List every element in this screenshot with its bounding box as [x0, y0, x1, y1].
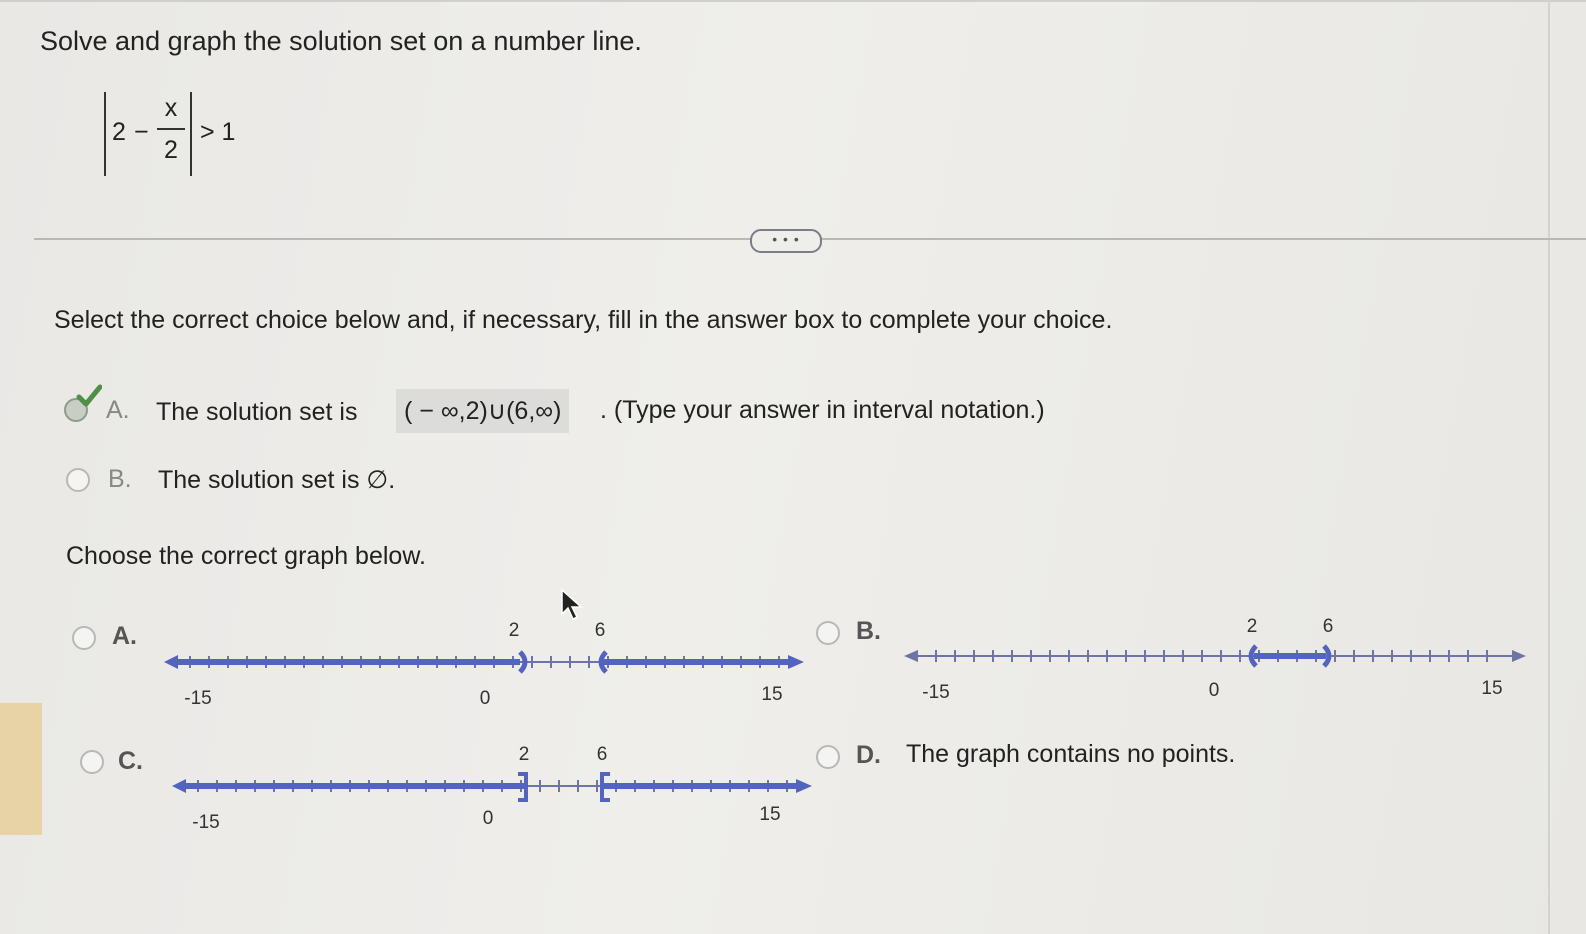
label-2: 2 — [508, 620, 520, 641]
side-tab[interactable] — [0, 703, 42, 835]
label-zero: 0 — [479, 688, 491, 709]
checkmark-icon — [76, 383, 102, 409]
label-2: 2 — [518, 744, 530, 765]
left-arrow — [172, 779, 186, 793]
abs-bar-left — [104, 92, 106, 176]
equation — [100, 88, 280, 180]
choice-b-letter: B. — [108, 465, 132, 493]
label-6: 6 — [1322, 616, 1334, 637]
radio-graph-a[interactable] — [72, 626, 96, 650]
label-max: 15 — [1481, 678, 1503, 699]
label-min: -15 — [922, 682, 950, 703]
numerator: x — [164, 94, 178, 122]
radio-graph-d[interactable] — [816, 745, 840, 769]
top-border — [0, 0, 1586, 2]
label-min: -15 — [192, 812, 220, 833]
number-line-b[interactable] — [900, 608, 1540, 708]
instruction: Select the correct choice below and, if necessary, fill in the answer box to complete your choice. — [54, 306, 1113, 334]
label-zero: 0 — [1208, 680, 1220, 701]
question-title: Solve and graph the solution set on a number line. — [40, 26, 642, 56]
denominator: 2 — [164, 136, 178, 164]
label-6: 6 — [594, 620, 606, 641]
fraction — [155, 90, 187, 168]
label-zero: 0 — [482, 808, 494, 829]
radio-graph-c[interactable] — [80, 750, 104, 774]
label-min: -15 — [184, 688, 212, 709]
graph-a-letter: A. — [112, 622, 137, 650]
choice-b-text: The solution set is ∅. — [158, 466, 396, 494]
label-max: 15 — [759, 804, 781, 825]
answer-box[interactable]: ( − ∞,2)∪(6,∞) — [396, 389, 569, 433]
left-arrow — [904, 650, 918, 662]
label-max: 15 — [761, 684, 783, 705]
graph-b-letter: B. — [856, 617, 881, 645]
radio-choice-b[interactable] — [66, 468, 90, 492]
more-button[interactable]: • • • — [750, 229, 822, 253]
graph-c-letter: C. — [118, 747, 143, 775]
fraction-line — [157, 128, 185, 130]
graph-prompt: Choose the correct graph below. — [66, 542, 426, 570]
right-edge — [1548, 0, 1550, 934]
label-6: 6 — [596, 744, 608, 765]
eq-constant: 2 — [112, 118, 126, 146]
right-arrow — [788, 655, 804, 669]
right-arrow — [796, 779, 812, 793]
eq-relation: > 1 — [200, 118, 236, 146]
right-arrow — [1512, 650, 1526, 662]
abs-bar-right — [190, 92, 192, 176]
graph-d-text: The graph contains no points. — [906, 740, 1236, 768]
choice-a-hint: . (Type your answer in interval notation.) — [600, 396, 1045, 424]
radio-graph-b[interactable] — [816, 621, 840, 645]
choice-a-letter: A. — [106, 396, 130, 424]
label-2: 2 — [1246, 616, 1258, 637]
graph-d-letter: D. — [856, 741, 881, 769]
left-arrow — [164, 655, 178, 669]
mouse-pointer-icon — [560, 588, 586, 622]
choice-a-text: The solution set is — [156, 398, 358, 426]
number-line-a[interactable] — [160, 614, 820, 714]
number-line-c[interactable] — [168, 738, 828, 838]
eq-operator: − — [134, 118, 149, 146]
